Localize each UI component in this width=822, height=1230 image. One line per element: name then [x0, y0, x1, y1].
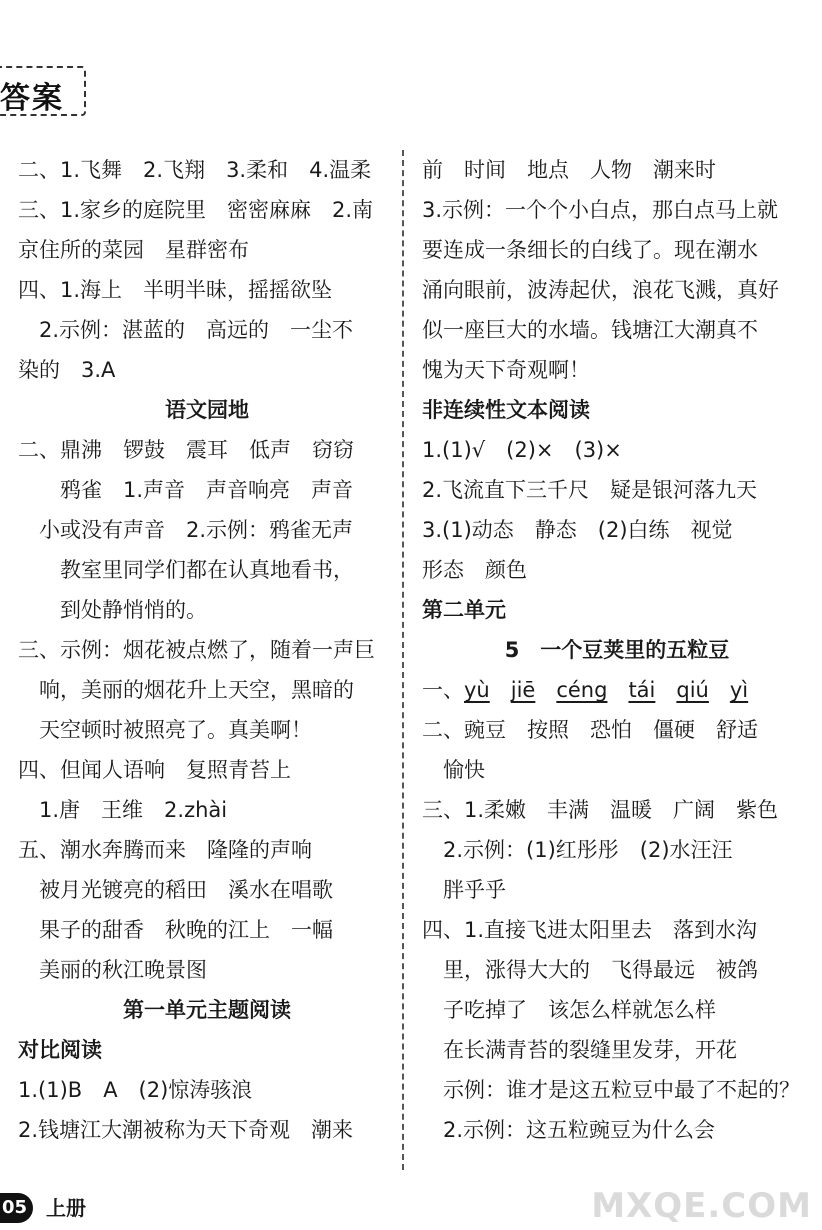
- right-column: [422, 150, 812, 1150]
- answer-line: 1.唐 王维 2.zhài: [18, 798, 228, 822]
- answer-line: 美丽的秋江晚景图: [18, 958, 207, 982]
- answer-line: 愉快: [422, 758, 485, 782]
- answer-line: 鸦雀 1.声音 声音响亮 声音: [18, 478, 354, 502]
- volume-label: 上册: [46, 1195, 87, 1220]
- answer-line: 前 时间 地点 人物 潮来时: [422, 158, 716, 182]
- answer-line: 子吃掉了 该怎么样就怎么样: [422, 998, 716, 1022]
- answer-line: 被月光镀亮的稻田 溪水在唱歌: [18, 878, 333, 902]
- pinyin-answer: qiú: [676, 678, 709, 702]
- answer-line: 三、1.柔嫩 丰满 温暖 广阔 紫色: [422, 798, 779, 822]
- answer-line: 涌向眼前，波涛起伏，浪花飞溅，真好: [422, 278, 779, 302]
- answer-line: 响，美丽的烟花升上天空，黑暗的: [18, 678, 354, 702]
- answer-line: 2.钱塘江大潮被称为天下奇观 潮来: [18, 1118, 354, 1142]
- answer-line: 天空顿时被照亮了。真美啊！: [18, 718, 312, 742]
- answer-line: 形态 颜色: [422, 558, 527, 582]
- answer-line: 到处静悄悄的。: [18, 598, 207, 622]
- pinyin-prefix: 一、: [422, 678, 464, 702]
- answer-line: 对比阅读: [18, 1038, 102, 1062]
- answer-line: 胖乎乎: [422, 878, 506, 902]
- answer-line: 教室里同学们都在认真地看书，: [18, 558, 354, 582]
- answer-line: 四、1.直接飞进太阳里去 落到水沟: [422, 918, 758, 942]
- answer-line: 第二单元: [422, 598, 506, 622]
- answer-line: 似一座巨大的水墙。钱塘江大潮真不: [422, 318, 758, 342]
- watermark: MXQE.COM: [591, 1186, 812, 1226]
- answer-line: 五、潮水奔腾而来 隆隆的声响: [18, 838, 312, 862]
- pinyin-answer: yù: [464, 678, 490, 702]
- answer-line: 三、1.家乡的庭院里 密密麻麻 2.南: [18, 198, 374, 222]
- answer-line: 愧为天下奇观啊！: [422, 358, 590, 382]
- pinyin-answer: tái: [628, 678, 656, 702]
- answer-line: 四、但闻人语响 复照青苔上: [18, 758, 291, 782]
- answer-line: 2.示例：这五粒豌豆为什么会: [422, 1118, 716, 1142]
- answer-line: 里，涨得大大的 飞得最远 被鸽: [422, 958, 758, 982]
- answer-line: 非连续性文本阅读: [422, 398, 590, 422]
- answer-line: 2.示例：(1)红彤彤 (2)水汪汪: [422, 838, 733, 862]
- answer-line: 2.飞流直下三千尺 疑是银河落九天: [422, 478, 758, 502]
- answer-line: 第一单元主题阅读: [123, 998, 291, 1022]
- pinyin-answer: jiē: [510, 678, 536, 702]
- answer-line: 3.(1)动态 静态 (2)白练 视觉: [422, 518, 733, 542]
- answer-line: 染的 3.A: [18, 358, 116, 382]
- answer-line: 小或没有声音 2.示例：鸦雀无声: [18, 518, 354, 542]
- answer-line: 果子的甜香 秋晚的江上 一幅: [18, 918, 333, 942]
- page-footer: [0, 1186, 86, 1226]
- answer-line: 要连成一条细长的白线了。现在潮水: [422, 238, 758, 262]
- answer-line: 二、1.飞舞 2.飞翔 3.柔和 4.温柔: [18, 158, 372, 182]
- column-divider: [402, 150, 404, 1170]
- answer-line: 1.(1)B A (2)惊涛骇浪: [18, 1078, 253, 1102]
- answer-line: 语文园地: [165, 398, 249, 422]
- answer-line: 四、1.海上 半明半昧，摇摇欲坠: [18, 278, 333, 302]
- page-number: 05: [0, 1193, 33, 1223]
- answer-line: 三、示例：烟花被点燃了，随着一声巨: [18, 638, 375, 662]
- answer-line: 1.(1)√ (2)× (3)×: [422, 438, 622, 462]
- answer-line: 在长满青苔的裂缝里发芽，开花: [422, 1038, 737, 1062]
- answer-line: 二、豌豆 按照 恐怕 僵硬 舒适: [422, 718, 758, 742]
- pinyin-answer: céng: [556, 678, 608, 702]
- answer-line: 5 一个豆荚里的五粒豆: [504, 638, 730, 662]
- pinyin-answer: yì: [729, 678, 749, 702]
- answer-line: 二、鼎沸 锣鼓 震耳 低声 窃窃: [18, 438, 354, 462]
- answer-line: 京住所的菜园 星群密布: [18, 238, 249, 262]
- answer-line: [422, 670, 812, 710]
- answer-title: 答案: [0, 81, 64, 116]
- answer-title-box: [0, 66, 86, 116]
- answer-line: 3.示例：一个个小白点，那白点马上就: [422, 198, 779, 222]
- answer-line: 2.示例：湛蓝的 高远的 一尘不: [18, 318, 354, 342]
- left-column: [18, 150, 396, 1150]
- answer-line: 示例：谁才是这五粒豆中最了不起的？: [422, 1078, 800, 1102]
